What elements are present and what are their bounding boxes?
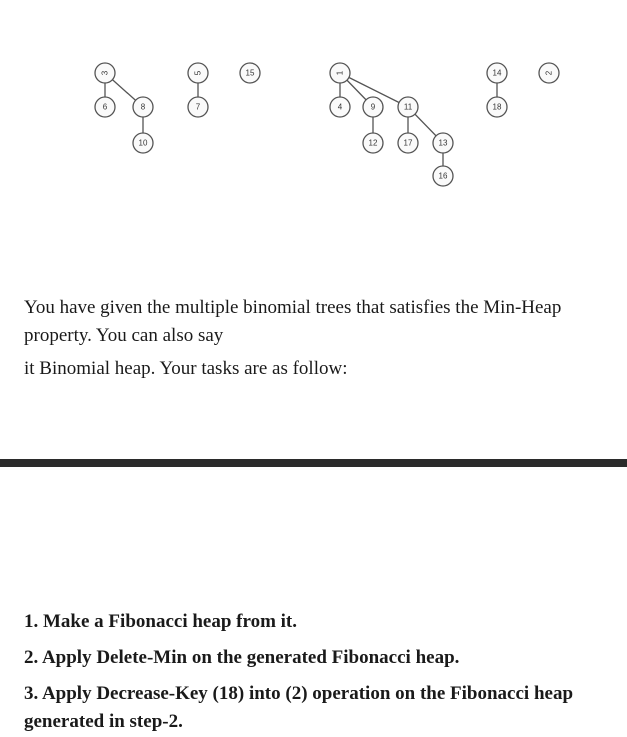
node-17 xyxy=(398,133,418,153)
svg-text:12: 12 xyxy=(368,138,378,148)
svg-text:16: 16 xyxy=(438,171,448,181)
node-8 xyxy=(133,97,153,117)
node-7 xyxy=(188,97,208,117)
task-3: 3. Apply Decrease-Key (18) into (2) operation on the Fibonacci heap generated in step-2. xyxy=(24,683,574,732)
svg-text:18: 18 xyxy=(492,102,502,112)
node-14 xyxy=(487,63,507,83)
node-5 xyxy=(188,63,208,83)
intro-paragraph-continued: it Binomial heap. Your tasks are as follow: xyxy=(24,358,348,379)
node-18 xyxy=(487,97,507,117)
svg-text:4: 4 xyxy=(337,102,343,112)
section-divider xyxy=(0,459,627,467)
svg-text:13: 13 xyxy=(438,138,448,148)
svg-text:3: 3 xyxy=(100,70,110,76)
svg-text:11: 11 xyxy=(403,102,413,112)
task-1: 1. Make a Fibonacci heap from it. xyxy=(24,611,298,632)
node-11 xyxy=(398,97,418,117)
svg-text:14: 14 xyxy=(492,68,502,78)
binomial-heap-figure xyxy=(0,40,627,210)
node-12 xyxy=(363,133,383,153)
node-10 xyxy=(133,133,153,153)
node-16 xyxy=(433,166,453,186)
node-4 xyxy=(330,97,350,117)
svg-text:10: 10 xyxy=(138,138,148,148)
node-9 xyxy=(363,97,383,117)
svg-text:7: 7 xyxy=(195,102,201,112)
intro-paragraph: You have given the multiple binomial trees that satisfies the Min-Heap property. You can also say xyxy=(24,297,562,346)
node-6 xyxy=(95,97,115,117)
node-15 xyxy=(240,63,260,83)
svg-text:17: 17 xyxy=(403,138,413,148)
task-2: 2. Apply Delete-Min on the generated Fibonacci heap. xyxy=(24,647,460,668)
tree-edges xyxy=(102,73,497,176)
svg-text:2: 2 xyxy=(544,70,554,76)
svg-text:8: 8 xyxy=(140,102,146,112)
svg-text:1: 1 xyxy=(335,70,345,76)
node-1 xyxy=(330,63,350,83)
node-3 xyxy=(95,63,115,83)
svg-text:9: 9 xyxy=(370,102,376,112)
svg-text:6: 6 xyxy=(102,102,108,112)
svg-text:5: 5 xyxy=(193,70,203,76)
node-2 xyxy=(539,63,559,83)
svg-text:15: 15 xyxy=(245,68,255,78)
node-13 xyxy=(433,133,453,153)
